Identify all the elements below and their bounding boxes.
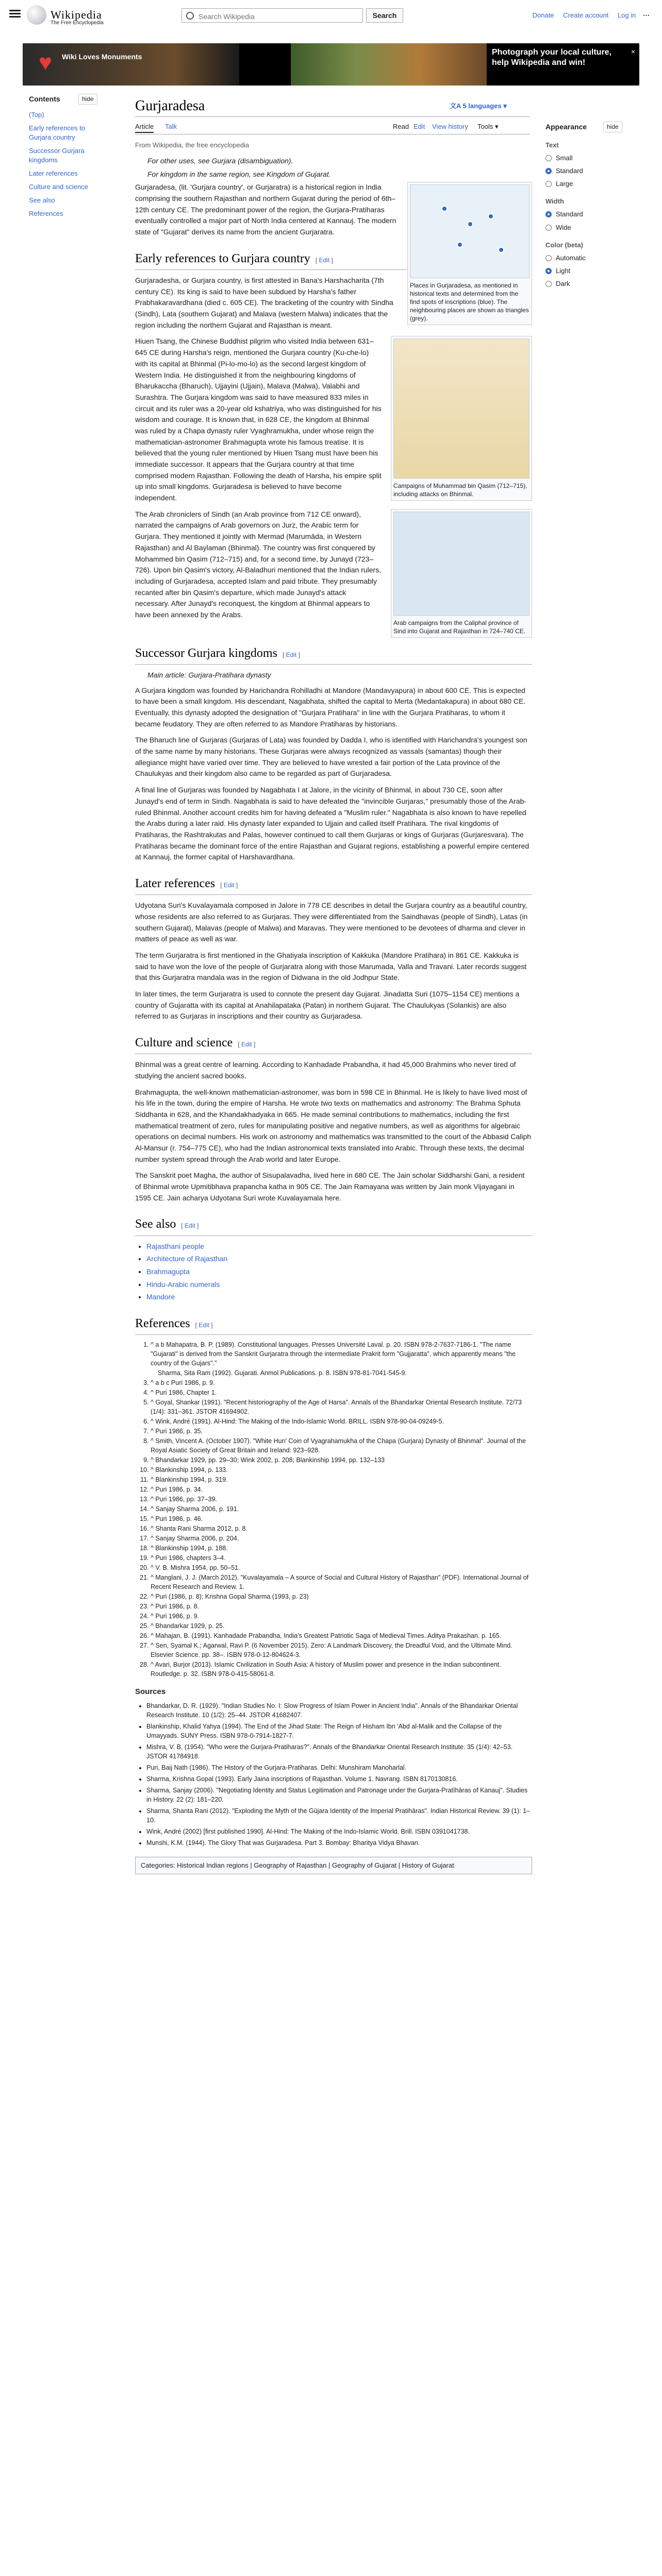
color-label: Color (beta) xyxy=(545,241,583,249)
radio-icon xyxy=(545,255,552,261)
section-heading-successor: Successor Gurjara kingdoms [ Edit ] xyxy=(135,644,532,665)
text-large-option[interactable]: Large xyxy=(545,179,649,189)
references-list xyxy=(135,1340,532,1679)
search-box xyxy=(181,8,363,23)
section-edit-link[interactable]: [ Edit ] xyxy=(238,1041,256,1048)
radio-icon xyxy=(545,281,552,287)
figure-caption: Arab campaigns from the Caliphal province of Sind into Gujarat and Rajasthan in 724–740 CE. xyxy=(393,619,526,635)
wikipedia-logo[interactable] xyxy=(27,5,171,26)
campaigns-map-image[interactable] xyxy=(393,338,529,479)
reference-item: 5. ^ Goyal, Shankar (1991). "Recent historiography of the Age of Harsa". Annals of the Bhandarkar Oriental Research Institute. 72/73 (1/4): 331–361. JSTOR 41694902. xyxy=(151,1398,532,1416)
paragraph: In later times, the term Gurjaratra is used to connote the present day Gujarat. Jinadatta Suri (1075–1154 CE) mentions a country of Gujaratta with its capital at Anahilapataka (Patan) in northern Gujarat. The Chaulukyas (Solankis) are also referred to as Gurjaras in inscriptions and their country as Gurjaradesa. xyxy=(135,989,520,1021)
figure-caption: Campaigns of Muhammad bin Qasim (712–715), including attacks on Bhinmal. xyxy=(393,482,527,498)
paragraph: The Sanskrit poet Magha, the author of Sisupalavadha, lived here in 680 CE. The Jain scholar Siddharshi Gani, a resident of Bhinmal wrote Upmitibhava prapancha katha in 905 CE. The Jain Ramayana was written by Jain monk Vijayagani in 1595 CE. Jain acharya Udyotana Suri wrote Kuvalayamala here. xyxy=(135,1171,525,1202)
more-options-icon[interactable]: ⋯ xyxy=(643,11,650,19)
reference-item: 8. ^ Smith, Vincent A. (October 1907). "White Hun' Coin of Vyagrahamukha of the Chapa (Gurjara) Dynasty of Bhinmal". Journal of the Royal Asiatic Society of Great Britain and Ireland: 923–928. xyxy=(151,1436,532,1455)
paragraph: A final line of Gurjaras was founded by Nagabhata I at Jalore, in the vicinity of Bhinmal, in about 730 CE, soon after Junayd's end of term in Sindh. Nagabhata is said to have defeated the "invincible Gurjaras," presumably those of the Arab-ruled Bhinmal. Another account credits him for having defeated a "Muslim ruler." Nagabhata is also known to have repelled the Arabs during a later raid. His dynasty later expanded to Ujjain and called itself Pratihara. The rival kingdoms of Pratiharas, the Rashtrakutas and Palas, however continued to call them Gurjaras or kings of Gurjaras (Gurjaresvara). The Pratiharas became the dominant force of the entire Rajasthan and Gujarat regions, establishing a powerful empire centered at Kannauj, the former capital of Harshavardhana. xyxy=(135,786,529,861)
search-form xyxy=(181,8,403,24)
reference-item: 19. ^ Puri 1986, chapters 3–4. xyxy=(151,1553,532,1563)
reference-item: 6. ^ Wink, André (1991). Al-Hind: The Making of the Indo-Islamic World. BRILL. ISBN 978-90-04-09249-5. xyxy=(151,1417,532,1426)
campaign-banner[interactable] xyxy=(23,43,639,86)
article-content xyxy=(135,156,532,1874)
reference-item: 27. ^ Sen, Syamal K.; Agarwal, Ravi P. (6 November 2015). Zero: A Landmark Discovery, the Dreadful Void, and the Ultimate Mind. Elsevier Science. pp. 38–. ISBN 978-0-12-804624-3. xyxy=(151,1641,532,1659)
map-caption: Places in Gurjaradesa, as mentioned in historical texts and determined from the find spots of inscriptions (blue). The neighbouring places are shown as triangles (grey). xyxy=(410,282,529,323)
heart-icon: ♥ xyxy=(38,50,53,75)
locator-map[interactable] xyxy=(410,184,529,278)
radio-selected-icon xyxy=(545,168,552,174)
create-account-link[interactable]: Create account xyxy=(563,11,609,19)
reference-item: 26. ^ Mahajan, B. (1991). Kanhadade Prabandha, India's Greatest Patriotic Saga of Medieval Times. Aditya Prakashan. p. 165. xyxy=(151,1631,532,1640)
reference-item: 17. ^ Sanjay Sharma 2006, p. 204. xyxy=(151,1534,532,1543)
radio-icon xyxy=(545,155,552,161)
search-icon xyxy=(186,12,194,20)
list-item[interactable]: • Rajasthani people xyxy=(146,1241,532,1252)
section-heading-references: References [ Edit ] xyxy=(135,1314,532,1335)
figure-campaigns xyxy=(391,336,532,501)
locator-map-box xyxy=(407,182,532,325)
map-pin-icon xyxy=(488,213,494,219)
globe-icon xyxy=(27,5,46,25)
tab-article[interactable]: Article xyxy=(135,122,154,133)
reference-item: 20. ^ V. B. Mishra 1954, pp. 50–51. xyxy=(151,1563,532,1572)
title-divider xyxy=(135,116,530,117)
reference-item: 15. ^ Puri 1986, p. 46. xyxy=(151,1514,532,1523)
reference-item: 9. ^ Bhandarkar 1929, pp. 29–30; Wink 2002, p. 208; Blankinship 1994, pp. 132–133 xyxy=(151,1455,532,1465)
color-automatic-option[interactable]: Automatic xyxy=(545,253,649,263)
banner-badge: Wiki Loves Monuments xyxy=(62,53,142,61)
toc-item-later[interactable]: Later references xyxy=(29,169,78,177)
radio-selected-icon xyxy=(545,211,552,217)
reference-item: 12. ^ Puri 1986, p. 34. xyxy=(151,1485,532,1494)
paragraph: The Bharuch line of Gurjaras (Gurjaras of Lata) was founded by Dadda I, who is identified with Harichandra's youngest son of the same name by many historians. These Gurjaras were always recognized as vassals (samantas) though their allegiance might have varied over time. They are believed to have wrested a fair portion of the Lata province of the Chaulukyas and their kingdom also came to be regarded as part of Gurjaradesa. xyxy=(135,736,527,778)
source-item: • Blankinship, Khalid Yahya (1994). The End of the Jihad State: The Reign of Hisham Ibn 'Abd al-Malik and the Collapse of the Umayyads. SUNY Press. ISBN 978-0-7914-1827-7. xyxy=(146,1722,532,1740)
reference-item: 18. ^ Blankinship 1994, p. 188. xyxy=(151,1544,532,1553)
translate-icon: 文A xyxy=(450,102,463,110)
search-button[interactable]: Search xyxy=(366,8,403,23)
reference-item: 14. ^ Sanjay Sharma 2006, p. 191. xyxy=(151,1504,532,1514)
reference-item: 1. ^ a b Mahapatra, B. P. (1989). Constitutional languages. Presses Université Laval. p. 20. ISBN 978-2-7637-7186-1. "The name "Gujarati" is derived from the Sanskrit Gurjaratra through the intermediate Prakrit form "Gujjaratta", which apparently means "the country of the Gujars"." xyxy=(151,1340,532,1368)
toc-hide-button[interactable]: hide xyxy=(78,94,97,105)
reference-item: 21. ^ Manglani, J. J. (March 2012). "Kuvalayamala – A source of Social and Cultural History of Rajasthan" (PDF). International Journal of Recent Research and Review. 1. xyxy=(151,1573,532,1591)
source-item: • Sharma, Shanta Rani (2012). "Exploding the Myth of the Gūjara Identity of the Imperial Pratihāras". Indian Historical Review. 39 (1): 1–10. xyxy=(146,1806,532,1825)
reference-item: 7. ^ Puri 1986, p. 35. xyxy=(151,1427,532,1436)
toc-item-references[interactable]: References xyxy=(29,209,63,217)
source-item: • Puri, Baij Nath (1986). The History of the Gurjara-Pratiharas. Delhi: Munshiram Manoharlal. xyxy=(146,1763,532,1772)
search-input[interactable] xyxy=(197,11,359,22)
reference-item: 22. ^ Puri (1986, p. 8); Krishna Gopal Sharma (1993, p. 23) xyxy=(151,1592,532,1601)
reference-item: Sharma, Sita Ram (1992). Gujarati. Anmol Publications. p. 8. ISBN 978-81-7041-545-9. xyxy=(158,1369,407,1377)
section-heading-early: Early references to Gurjara country [ Edit ] xyxy=(135,249,532,270)
site-name: Wikipedia xyxy=(51,8,102,21)
toc-item-see-also[interactable]: See also xyxy=(29,196,55,204)
reference-item: 25. ^ Bhandarkar 1929, p. 25. xyxy=(151,1621,532,1631)
appearance-panel xyxy=(545,122,649,292)
section-edit-link[interactable]: [ Edit ] xyxy=(315,256,333,264)
paragraph: Udyotana Suri's Kuvalayamala composed in Jalore in 778 CE describes in detail the Gurjara country as a beautiful country, whose residents are also referred to as Gurjaras. They were differentiated from the Saindhavas (people of Sindh), Latas (in southern Gujarat), Malavas (people of Malwa) and Maravas. They were mentioned to be devotees of dharma and clever in matters of peace as well as war. xyxy=(135,901,528,943)
source-item: • Sharma, Sanjay (2006). "Negotiating Identity and Status Legitimation and Patronage under the Gurjara-Pratīhāras of Kanauj". Studies in History. 22 (2): 181–220. xyxy=(146,1786,532,1804)
radio-icon xyxy=(545,181,552,187)
width-standard-option[interactable]: Standard xyxy=(545,209,649,219)
paragraph: The term Gurjaratra is first mentioned in the Ghatiyala inscription of Kakkuka (Mandore Pratihara) in 861 CE. Kakkuka is said to have won the love of the people of Gurjaratra along with those Marumada, Valla and Travani. Later records suggest that this Gurjaratra mandala was in the region of Didwana in the old Jodhpur State. xyxy=(135,951,527,982)
source-item: • Mishra, V. B. (1954). "Who were the Gurjara-Pratiharas?". Annals of the Bhandarkar Oriental Research Institute. 35 (1/4): 42–53. JSTOR 41784918. xyxy=(146,1742,532,1761)
banner-image-left xyxy=(23,43,239,86)
tools-menu[interactable]: Tools ▾ xyxy=(477,123,499,130)
width-group xyxy=(545,196,649,232)
reference-item: 24. ^ Puri 1986, p. 9. xyxy=(151,1612,532,1621)
donate-link[interactable]: Donate xyxy=(532,11,554,19)
appearance-title: Appearance xyxy=(545,123,587,131)
source-item: • Munshi, K.M. (1944). The Glory That was Gurjaradesa. Part 3. Bombay: Bharitya Vidya Bhavan. xyxy=(146,1838,532,1848)
paragraph: A Gurjara kingdom was founded by Harichandra Rohilladhi at Mandore (Mandavyapura) in about 600 CE. This is expected to have been a small kingdom. His descendant, Nagabhata, shifted the capital to Merta (Medantakapura) in about 680 CE. Eventually, this dynasty adopted the designation of "Gurjara Pratihara" in line with the Gurjara Pratiharas, to whom it became feudatory. They are often referred to as Mandore Pratiharas by historians. xyxy=(135,686,526,728)
map-pin-icon xyxy=(498,247,504,253)
width-label: Width xyxy=(545,197,564,206)
tab-read[interactable]: Read xyxy=(393,123,409,130)
category-links[interactable]: Categories: Historical Indian regions | Geography of Rajasthan | Geography of Gujarat | History of Gujarat xyxy=(135,1857,532,1874)
toc-title: Contents xyxy=(29,95,60,103)
page-subtitle: From Wikipedia, the free encyclopedia xyxy=(135,141,250,149)
figure-arab-campaigns xyxy=(391,509,532,638)
list-item[interactable]: • Architecture of Rajasthan xyxy=(146,1253,532,1265)
tab-history[interactable]: View history xyxy=(432,123,468,130)
sources-heading: Sources xyxy=(135,1687,166,1697)
language-button[interactable]: 文A 5 languages ▾ xyxy=(450,102,507,110)
reference-item: 4. ^ Puri 1986, Chapter 1. xyxy=(151,1388,532,1397)
table-of-contents xyxy=(29,94,106,223)
main-menu-button[interactable] xyxy=(9,8,21,20)
list-item[interactable]: • Hindu-Arabic numerals xyxy=(146,1279,532,1291)
toc-item-early[interactable]: Early references to Gurjara country xyxy=(29,124,86,141)
toc-item-culture[interactable]: Culture and science xyxy=(29,182,88,191)
section-edit-link[interactable]: [ Edit ] xyxy=(181,1222,199,1230)
reference-item: 23. ^ Puri 1986, p. 8. xyxy=(151,1602,532,1611)
page-title: Gurjaradesa xyxy=(135,98,205,114)
paragraph: The Arab chroniclers of Sindh (an Arab province from 712 CE onward), narrated the campaigns of Arab governors on Jurz, the Arabic term for Gurjara. They mentioned it jointly with Mermad (Marumāda, in Western Rajasthan) and Al Baylaman (Bhinmal). The country was first conquered by Mohammed bin Qasim (712–715) and, for a second time, by Junayd (723–726). Upon bin Qasim's victory, Al-Baladhuri mentioned that the Indian rulers, including of Gurjaradesa, accepted Islam and paid tribute. They presumably recanted after bin Qasim's departure, which made Junayd's attack necessary. After Junayd's reconquest, the kingdom at Bhinmal appears to have been annexed by the Arabs. xyxy=(135,510,382,619)
section-heading-see-also: See also [ Edit ] xyxy=(135,1215,532,1235)
banner-text: Photograph your local culture, help Wikipedia and win! xyxy=(492,48,612,67)
map-pin-icon xyxy=(441,206,448,212)
hatnote: For other uses, see Gurjara (disambiguation). xyxy=(147,157,293,165)
color-group xyxy=(545,240,649,290)
source-item: • Bhandarkar, D. R. (1929). "Indian Studies No. I: Slow Progress of Islam Power in Ancient India". Annals of the Bhandarkar Oriental Research Institute. 10 (1/2): 25–44. JSTOR 41682407. xyxy=(146,1701,532,1720)
section-heading-culture: Culture and science [ Edit ] xyxy=(135,1033,532,1054)
paragraph: Brahmagupta, the well-known mathematician-astronomer, was born in 598 CE in Bhinmal. He is likely to have lived most of his life in the town, during the empire of Harsha. He wrote two texts on mathematics and astronomy: The Brahma Sphuta Siddhanta in 628, and the Khandakhadyaka in 665. He made seminal contributions to mathematics, including the first mathematical treatment of zero, rules for manipulating positive and negative numbers, as well as algorithms for algebraic operations on decimal numbers. His work on astronomy and mathematics was transmitted to the court of the Abbasid Caliph Al-Mansur (r. 754–775 CE), who had the Indian astronomical texts translated into Arabic. Through these texts, the decimal number system spread through the Arab world and later Europe. xyxy=(135,1088,532,1163)
see-also-list xyxy=(135,1241,532,1303)
section-edit-link[interactable]: [ Edit ] xyxy=(220,881,238,889)
map-pin-icon xyxy=(467,221,473,227)
section-edit-link[interactable]: [ Edit ] xyxy=(282,651,300,658)
site-tagline: The Free Encyclopedia xyxy=(51,20,104,26)
tab-edit[interactable]: Edit xyxy=(413,123,425,130)
color-light-option[interactable]: Light xyxy=(545,266,649,276)
paragraph: Gurjaradesha, or Gurjara country, is first attested in Bana's Harshacharita (7th century CE). Its king is said to have been subdued by Harsha's father Prabhakaravardhana (died c. 605 CE). The bracketing of the country with Sindha (Sindh), Lata (southern Gujarat) and Malava (western Malwa) indicates that the region including the northern Gujarat and Rajasthan is meant. xyxy=(135,276,393,329)
close-icon[interactable]: × xyxy=(631,47,635,56)
banner-photo xyxy=(291,43,487,86)
text-size-group xyxy=(545,140,649,190)
login-link[interactable]: Log in xyxy=(617,11,636,19)
toc-item-top[interactable]: (Top) xyxy=(29,110,44,118)
paragraph: Hiuen Tsang, the Chinese Buddhist pilgrim who visited India between 631–645 CE during Harsha's reign, mentioned the Gurjara country (Ku-che-lo) with its capital at Bhinmal (Pi-lo-mo-lo) as the second largest kingdom of Western India. He distinguished it from the neighbouring kingdoms of Bharukaccha (Bharuch), Ujjayini (Ujjain), Malava (Malwa), Valabhi and Surashtra. The Gurjara kingdom was said to have measured 833 miles in circuit and its ruler was a 20-year old kshatriya, who was distinguished for his wisdom and courage. It is known that, in 628 CE, the kingdom at Bhinmal was ruled by a Chapa dynasty ruler Vyaghramukha, under whose reign the mathematician-astronomer Brahmagupta wrote his famous treatise. It is believed that the young ruler mentioned by Hiuen Tsang must have been his immediate successor. It appears that the Gurjara country at that time comprised modern Rajasthan. Following the death of Harsha, his empire split up into small kingdoms. Gurjaradesa is believed to have become independent. xyxy=(135,337,382,502)
section-edit-link[interactable]: [ Edit ] xyxy=(195,1321,213,1329)
paragraph: Bhinmal was a great centre of learning. According to Kanhadade Prabandha, it had 45,000 Brahmins who never tired of studying the ancient sacred books. xyxy=(135,1060,516,1080)
text-size-label: Text xyxy=(545,141,559,149)
list-item[interactable]: • Mandore xyxy=(146,1292,532,1303)
arab-campaigns-map-image[interactable] xyxy=(393,512,529,616)
site-header xyxy=(0,0,662,32)
tab-talk[interactable]: Talk xyxy=(165,123,177,130)
radio-selected-icon xyxy=(545,268,552,274)
source-item: • Sharma, Krishna Gopal (1993). Early Jaina inscriptions of Rajasthan. Volume 1. Navrang. ISBN 8170130816. xyxy=(146,1774,532,1784)
reference-item: 11. ^ Blankinship 1994, p. 319. xyxy=(151,1475,532,1484)
width-wide-option[interactable]: Wide xyxy=(545,223,649,233)
color-dark-option[interactable]: Dark xyxy=(545,279,649,289)
list-item[interactable]: • Brahmagupta xyxy=(146,1266,532,1278)
main-article-note: Main article: Gurjara-Pratihara dynasty xyxy=(147,670,271,679)
reference-item: 28. ^ Avari, Burjor (2013). Islamic Civilization in South Asia: A history of Muslim power and presence in the Indian subcontinent. Routledge. p. 32. ISBN 978-0-415-58061-8. xyxy=(151,1660,532,1679)
reference-item: 10. ^ Blankinship 1994, p. 133. xyxy=(151,1465,532,1475)
sources-list xyxy=(135,1701,532,1848)
map-pin-icon xyxy=(457,242,463,248)
source-item: • Wink, André (2002) [first published 1990]. Al-Hind: The Making of the Indo-Islamic World. Brill. ISBN 0391041738. xyxy=(146,1827,532,1836)
toc-item-successor[interactable]: Successor Gurjara kingdoms xyxy=(29,146,85,164)
appearance-hide-button[interactable]: hide xyxy=(603,122,622,132)
user-links xyxy=(525,10,650,21)
hatnote: For kingdom in the same region, see Kingdom of Gujarat. xyxy=(147,170,331,178)
section-heading-later: Later references [ Edit ] xyxy=(135,874,532,895)
reference-item: 3. ^ a b c Puri 1986, p. 9. xyxy=(151,1378,532,1387)
reference-item: 13. ^ Puri 1986, pp. 37–39. xyxy=(151,1495,532,1504)
page-tabs xyxy=(135,122,532,134)
radio-icon xyxy=(545,225,552,231)
reference-item: 16. ^ Shanta Rani Sharma 2012, p. 8. xyxy=(151,1524,532,1533)
text-standard-option[interactable]: Standard xyxy=(545,166,649,176)
intro-paragraph: Gurjaradesa, (lit. 'Gurjara country', or Gurjaratra) is a historical region in India comprising the southern Rajasthan and northern Gujarat during the period of 6th–12th century CE. The predominant power of the region, the Gurjara-Pratiharas eventually controlled a major part of North India centered at Kannauj. The modern state of "Gujarat" derives its name from the ancient Gurjaratra. xyxy=(135,183,396,236)
text-small-option[interactable]: Small xyxy=(545,153,649,163)
